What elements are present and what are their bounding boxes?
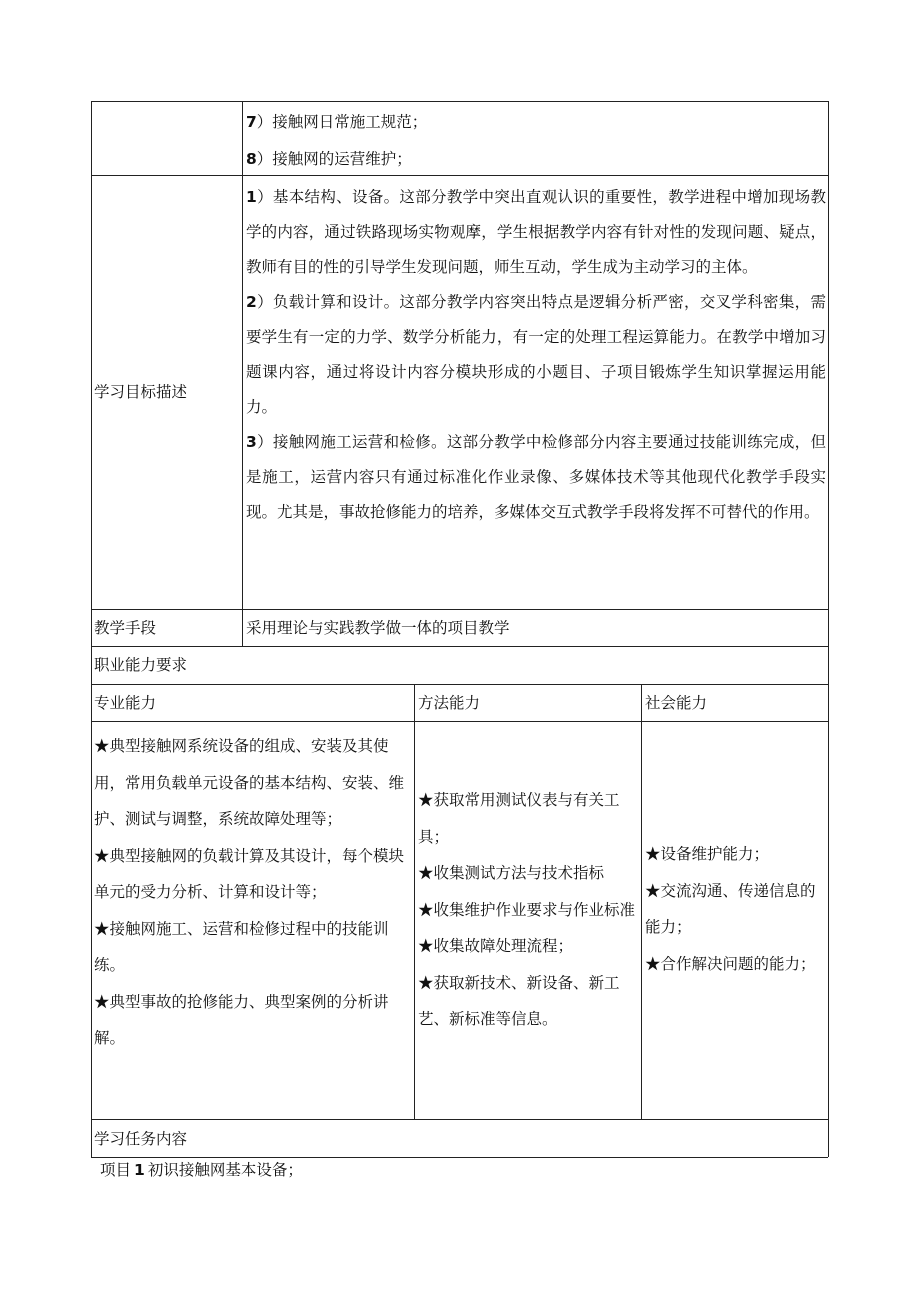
paragraph-text: ）接触网施工运营和检修。这部分教学中检修部分内容主要通过技能训练完成，但是施工，运营内容只有通过标准化作业录像、多媒体技术等其他现代化教学手段实现。尤其是，事故抢修能力的培养，多媒体交互式教学手段将发挥不可替代的作用。 — [246, 433, 826, 521]
paragraph-number: 2 — [246, 293, 257, 311]
list-item: ★设备维护能力； — [645, 845, 770, 863]
paragraph-number: 1 — [246, 188, 257, 206]
project-number: 1 — [134, 1161, 145, 1179]
method-ability-list — [418, 782, 638, 1038]
row-divider — [91, 721, 828, 722]
table-border-top — [91, 101, 828, 102]
table-border-right — [828, 101, 829, 1157]
item-text: ）接触网日常施工规范； — [256, 113, 428, 131]
list-item: ★获取新技术、新设备、新工艺、新标准等信息。 — [418, 973, 620, 1028]
list-item: ★获取常用测试仪表与有关工具； — [418, 791, 620, 846]
label-text: 教学手段 — [94, 619, 157, 637]
item-number: 8 — [246, 150, 257, 168]
project-prefix: 项目 — [100, 1161, 132, 1179]
project-text: 初识接触网基本设备； — [147, 1161, 303, 1179]
value-text: 采用理论与实践教学做一体的项目教学 — [246, 619, 510, 637]
goal-paragraph-3 — [246, 425, 826, 530]
ability-column-divider — [641, 684, 642, 1119]
professional-ability-header — [94, 685, 156, 721]
teaching-method-value — [246, 610, 510, 646]
goal-paragraph-2 — [246, 285, 826, 425]
list-item: ★收集维护作业要求与作业标准 — [418, 900, 636, 919]
learning-goal-label — [94, 374, 187, 410]
teaching-method-label — [94, 610, 156, 646]
social-ability-header — [645, 685, 707, 721]
list-item: ★典型事故的抢修能力、典型案例的分析讲解。 — [94, 992, 389, 1047]
list-item: ★合作解决问题的能力； — [645, 954, 816, 973]
paragraph-text: ）基本结构、设备。这部分教学中突出直观认识的重要性，教学进程中增加现场教学的内容，通过铁路现场实物观摩，学生根据教学内容有针对性的发现问题、疑点，教师有目的性的引导学生发现问题，师生互动，学生成为主动学习的主体。 — [246, 188, 826, 276]
content-item-7 — [246, 104, 427, 140]
header-text: 专业能力 — [94, 694, 157, 712]
row-divider — [91, 175, 828, 176]
learning-goal-content — [246, 180, 826, 530]
item-text: ）接触网的运营维护； — [256, 150, 412, 168]
method-ability-header — [418, 685, 480, 721]
list-item: ★典型接触网的负载计算及其设计，每个模块单元的受力分析、计算和设计等； — [94, 846, 405, 901]
row-divider — [91, 646, 828, 647]
list-item: ★交流沟通、传递信息的能力； — [645, 881, 816, 936]
row-divider — [91, 1119, 828, 1120]
label-text: 学习目标描述 — [94, 383, 188, 401]
paragraph-number: 3 — [246, 433, 257, 451]
header-text: 职业能力要求 — [94, 656, 188, 674]
header-text: 学习任务内容 — [94, 1130, 188, 1148]
item-number: 7 — [246, 113, 257, 131]
social-ability-list — [645, 836, 825, 982]
goal-paragraph-1 — [246, 180, 826, 285]
header-text: 方法能力 — [418, 694, 481, 712]
table-border-left — [91, 101, 92, 1157]
list-item: ★接触网施工、运营和检修过程中的技能训练。 — [94, 919, 389, 974]
ability-column-divider — [414, 684, 415, 1119]
list-item: ★收集故障处理流程； — [418, 937, 574, 955]
list-item: ★典型接触网系统设备的组成、安装及其使用，常用负载单元设备的基本结构、安装、维护、测试与调整，系统故障处理等； — [94, 737, 405, 828]
header-text: 社会能力 — [645, 694, 708, 712]
career-ability-header — [94, 647, 187, 683]
professional-ability-list — [94, 728, 412, 1057]
paragraph-text: ）负载计算和设计。这部分教学内容突出特点是逻辑分析严密，交叉学科密集，需要学生有一定的力学、数学分析能力，有一定的处理工程运算能力。在教学中增加习题课内容，通过将设计内容分模块形成的小题目、子项目锻炼学生知识掌握运用能力。 — [246, 293, 826, 416]
project-1-line — [100, 1152, 303, 1188]
list-item: ★收集测试方法与技术指标 — [418, 864, 605, 882]
content-item-8 — [246, 141, 412, 177]
label-column-divider — [242, 101, 243, 646]
